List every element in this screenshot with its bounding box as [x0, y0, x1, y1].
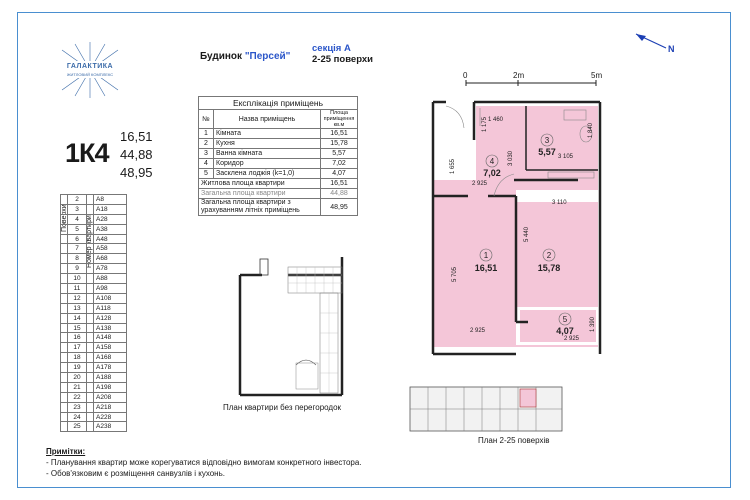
apartment-number: А8 [94, 195, 127, 205]
floor-overview-plan [408, 385, 568, 435]
floor-number: 13 [68, 303, 87, 313]
summer-area-row: Загальна площа квартири з урахуванням літніх приміщень 48,95 [199, 199, 358, 216]
logo-star-icon [40, 40, 140, 100]
floor-number: 19 [68, 363, 87, 373]
floor-number: 11 [68, 284, 87, 294]
apartment-code: 1К4 [65, 138, 109, 168]
table-row: 5 Засклена лоджія (k=1,0) 4,07 [199, 169, 358, 179]
apartment-number: А128 [94, 313, 127, 323]
col-area: Площа приміщення кв.м [321, 110, 358, 129]
table-row [61, 224, 127, 234]
table-row [61, 214, 127, 224]
apartment-number: А198 [94, 382, 127, 392]
floor-col-label: Поверхи [61, 204, 68, 232]
room-area: 16,51 [474, 263, 498, 273]
dimension-label: 2 925 [472, 181, 488, 187]
floor-number: 10 [68, 274, 87, 284]
apartment-col-label: Номер квартири [86, 215, 93, 268]
notes-heading: Примітки: [46, 447, 86, 456]
floor-plan-caption: План 2-25 поверхів [478, 436, 550, 445]
logo-subtitle: ЖИТЛОВИЙ КОМПЛЕКС [66, 72, 114, 77]
apartment-number: А158 [94, 343, 127, 353]
floor-number: 20 [68, 373, 87, 383]
dimension-label: 2 925 [470, 328, 486, 334]
table-row [61, 333, 127, 343]
scale-ruler [463, 71, 613, 91]
apartment-number: А168 [94, 353, 127, 363]
floor-number: 9 [68, 264, 87, 274]
floor-number: 3 [68, 204, 87, 214]
floor-number: 5 [68, 224, 87, 234]
plan-without-partitions [232, 255, 352, 403]
logo [40, 40, 140, 100]
table-row [61, 373, 127, 383]
building-title [200, 51, 290, 62]
dimension-label: 3 030 [508, 150, 514, 166]
table-row: 3 Ванна кімната 5,57 [199, 149, 358, 159]
apartment-number: А108 [94, 293, 127, 303]
apartment-areas [120, 128, 153, 182]
apartment-number: А218 [94, 402, 127, 412]
floor-apartment-table [60, 194, 127, 432]
table-row [61, 264, 127, 274]
apartment-number: А178 [94, 363, 127, 373]
section-label: секція А [312, 43, 351, 54]
north-arrow-icon [632, 30, 682, 58]
floor-number: 17 [68, 343, 87, 353]
apartment-code-block [60, 128, 200, 188]
table-row: 2 Кухня 15,78 [199, 139, 358, 149]
table-row [61, 313, 127, 323]
scale-bar [463, 71, 613, 91]
table-row [61, 244, 127, 254]
plan-without-partitions-caption: План квартири без перегородок [223, 403, 342, 412]
table-row: 1 Кімната 16,51 [199, 129, 358, 139]
col-num: № [199, 110, 214, 129]
table-row [61, 293, 127, 303]
explication-title: Експлікація приміщень [199, 97, 358, 110]
room-number: 4 [489, 157, 495, 166]
dimension-label: 1 390 [590, 316, 596, 332]
floors-label: 2-25 поверхи [312, 54, 373, 65]
apartment-number: А188 [94, 373, 127, 383]
room-area: 15,78 [537, 263, 561, 273]
table-row [61, 234, 127, 244]
apartment-number: А78 [94, 264, 127, 274]
table-row [61, 195, 127, 205]
room-number: 3 [544, 136, 550, 145]
apartment-number: А38 [94, 224, 127, 234]
area-value: 48,95 [120, 165, 153, 180]
apartment-number: А28 [94, 214, 127, 224]
apartment-number: А18 [94, 204, 127, 214]
room-area: 4,07 [556, 326, 574, 336]
floor-number: 15 [68, 323, 87, 333]
note-line: - Планування квартир може корегуватися відповідно вимогам конкретного інвестора. [46, 458, 362, 467]
room-number: 1 [483, 251, 489, 260]
table-row [61, 353, 127, 363]
table-row [61, 363, 127, 373]
room-area: 7,02 [483, 168, 501, 178]
dimension-label: 5 440 [524, 226, 530, 242]
area-value: 44,88 [120, 147, 153, 162]
scale-label: 2m [513, 71, 525, 80]
table-row [61, 402, 127, 412]
floor-number: 24 [68, 412, 87, 422]
floor-number: 8 [68, 254, 87, 264]
table-row [61, 284, 127, 294]
apartment-number: А58 [94, 244, 127, 254]
table-row [61, 204, 127, 214]
floor-number: 2 [68, 195, 87, 205]
dimension-label: 3 110 [552, 200, 567, 206]
scale-label: 5m [591, 71, 603, 80]
logo-name: ГАЛАКТИКА [66, 63, 114, 70]
dimension-label: 1 655 [450, 158, 456, 174]
table-row [61, 343, 127, 353]
table-row [61, 323, 127, 333]
apartment-number: А48 [94, 234, 127, 244]
apartment-number: А68 [94, 254, 127, 264]
apartment-number: А88 [94, 274, 127, 284]
room-area: 5,57 [538, 147, 556, 157]
dimension-label: 2 925 [564, 336, 580, 342]
table-row: 4 Коридор 7,02 [199, 159, 358, 169]
area-value: 16,51 [120, 129, 153, 144]
apartment-number: А228 [94, 412, 127, 422]
apartment-number: А238 [94, 422, 127, 432]
building-name: "Персей" [244, 51, 291, 62]
apartment-number: А138 [94, 323, 127, 333]
table-row [61, 422, 127, 432]
dimension-label: 3 105 [558, 154, 574, 160]
notes [46, 446, 362, 479]
floor-number: 21 [68, 382, 87, 392]
north-label: N [668, 44, 675, 54]
floor-number: 6 [68, 234, 87, 244]
living-area-row: Житлова площа квартири 16,51 [199, 179, 358, 189]
dimension-label: 1 460 [488, 117, 504, 123]
apartment-number: А148 [94, 333, 127, 343]
room-number: 2 [546, 251, 552, 260]
table-row [61, 303, 127, 313]
apartment-floor-plan [418, 92, 618, 358]
table-row [61, 254, 127, 264]
floor-number: 7 [68, 244, 87, 254]
floor-number: 25 [68, 422, 87, 432]
dimension-label: 1 175 [482, 116, 488, 132]
apartment-number: А208 [94, 392, 127, 402]
table-row [61, 392, 127, 402]
floor-number: 4 [68, 214, 87, 224]
floor-number: 14 [68, 313, 87, 323]
apartment-number: А98 [94, 284, 127, 294]
apartment-number: А118 [94, 303, 127, 313]
note-line: - Обов'язковим є розміщення санвузлів і кухонь. [46, 469, 225, 478]
scale-label: 0 [463, 71, 468, 80]
floor-number: 12 [68, 293, 87, 303]
room-number: 5 [562, 315, 568, 324]
col-name: Назва приміщень [214, 110, 321, 129]
explication-table [198, 96, 358, 216]
floor-number: 16 [68, 333, 87, 343]
dimension-label: 5 705 [452, 266, 458, 282]
floor-number: 22 [68, 392, 87, 402]
floor-number: 18 [68, 353, 87, 363]
dimension-label: 1 840 [588, 122, 594, 138]
table-row [61, 412, 127, 422]
building-prefix: Будинок [200, 51, 243, 62]
table-row [61, 274, 127, 284]
floor-number: 23 [68, 402, 87, 412]
table-row [61, 382, 127, 392]
total-area-row: Загальна площа квартири 44,88 [199, 189, 358, 199]
